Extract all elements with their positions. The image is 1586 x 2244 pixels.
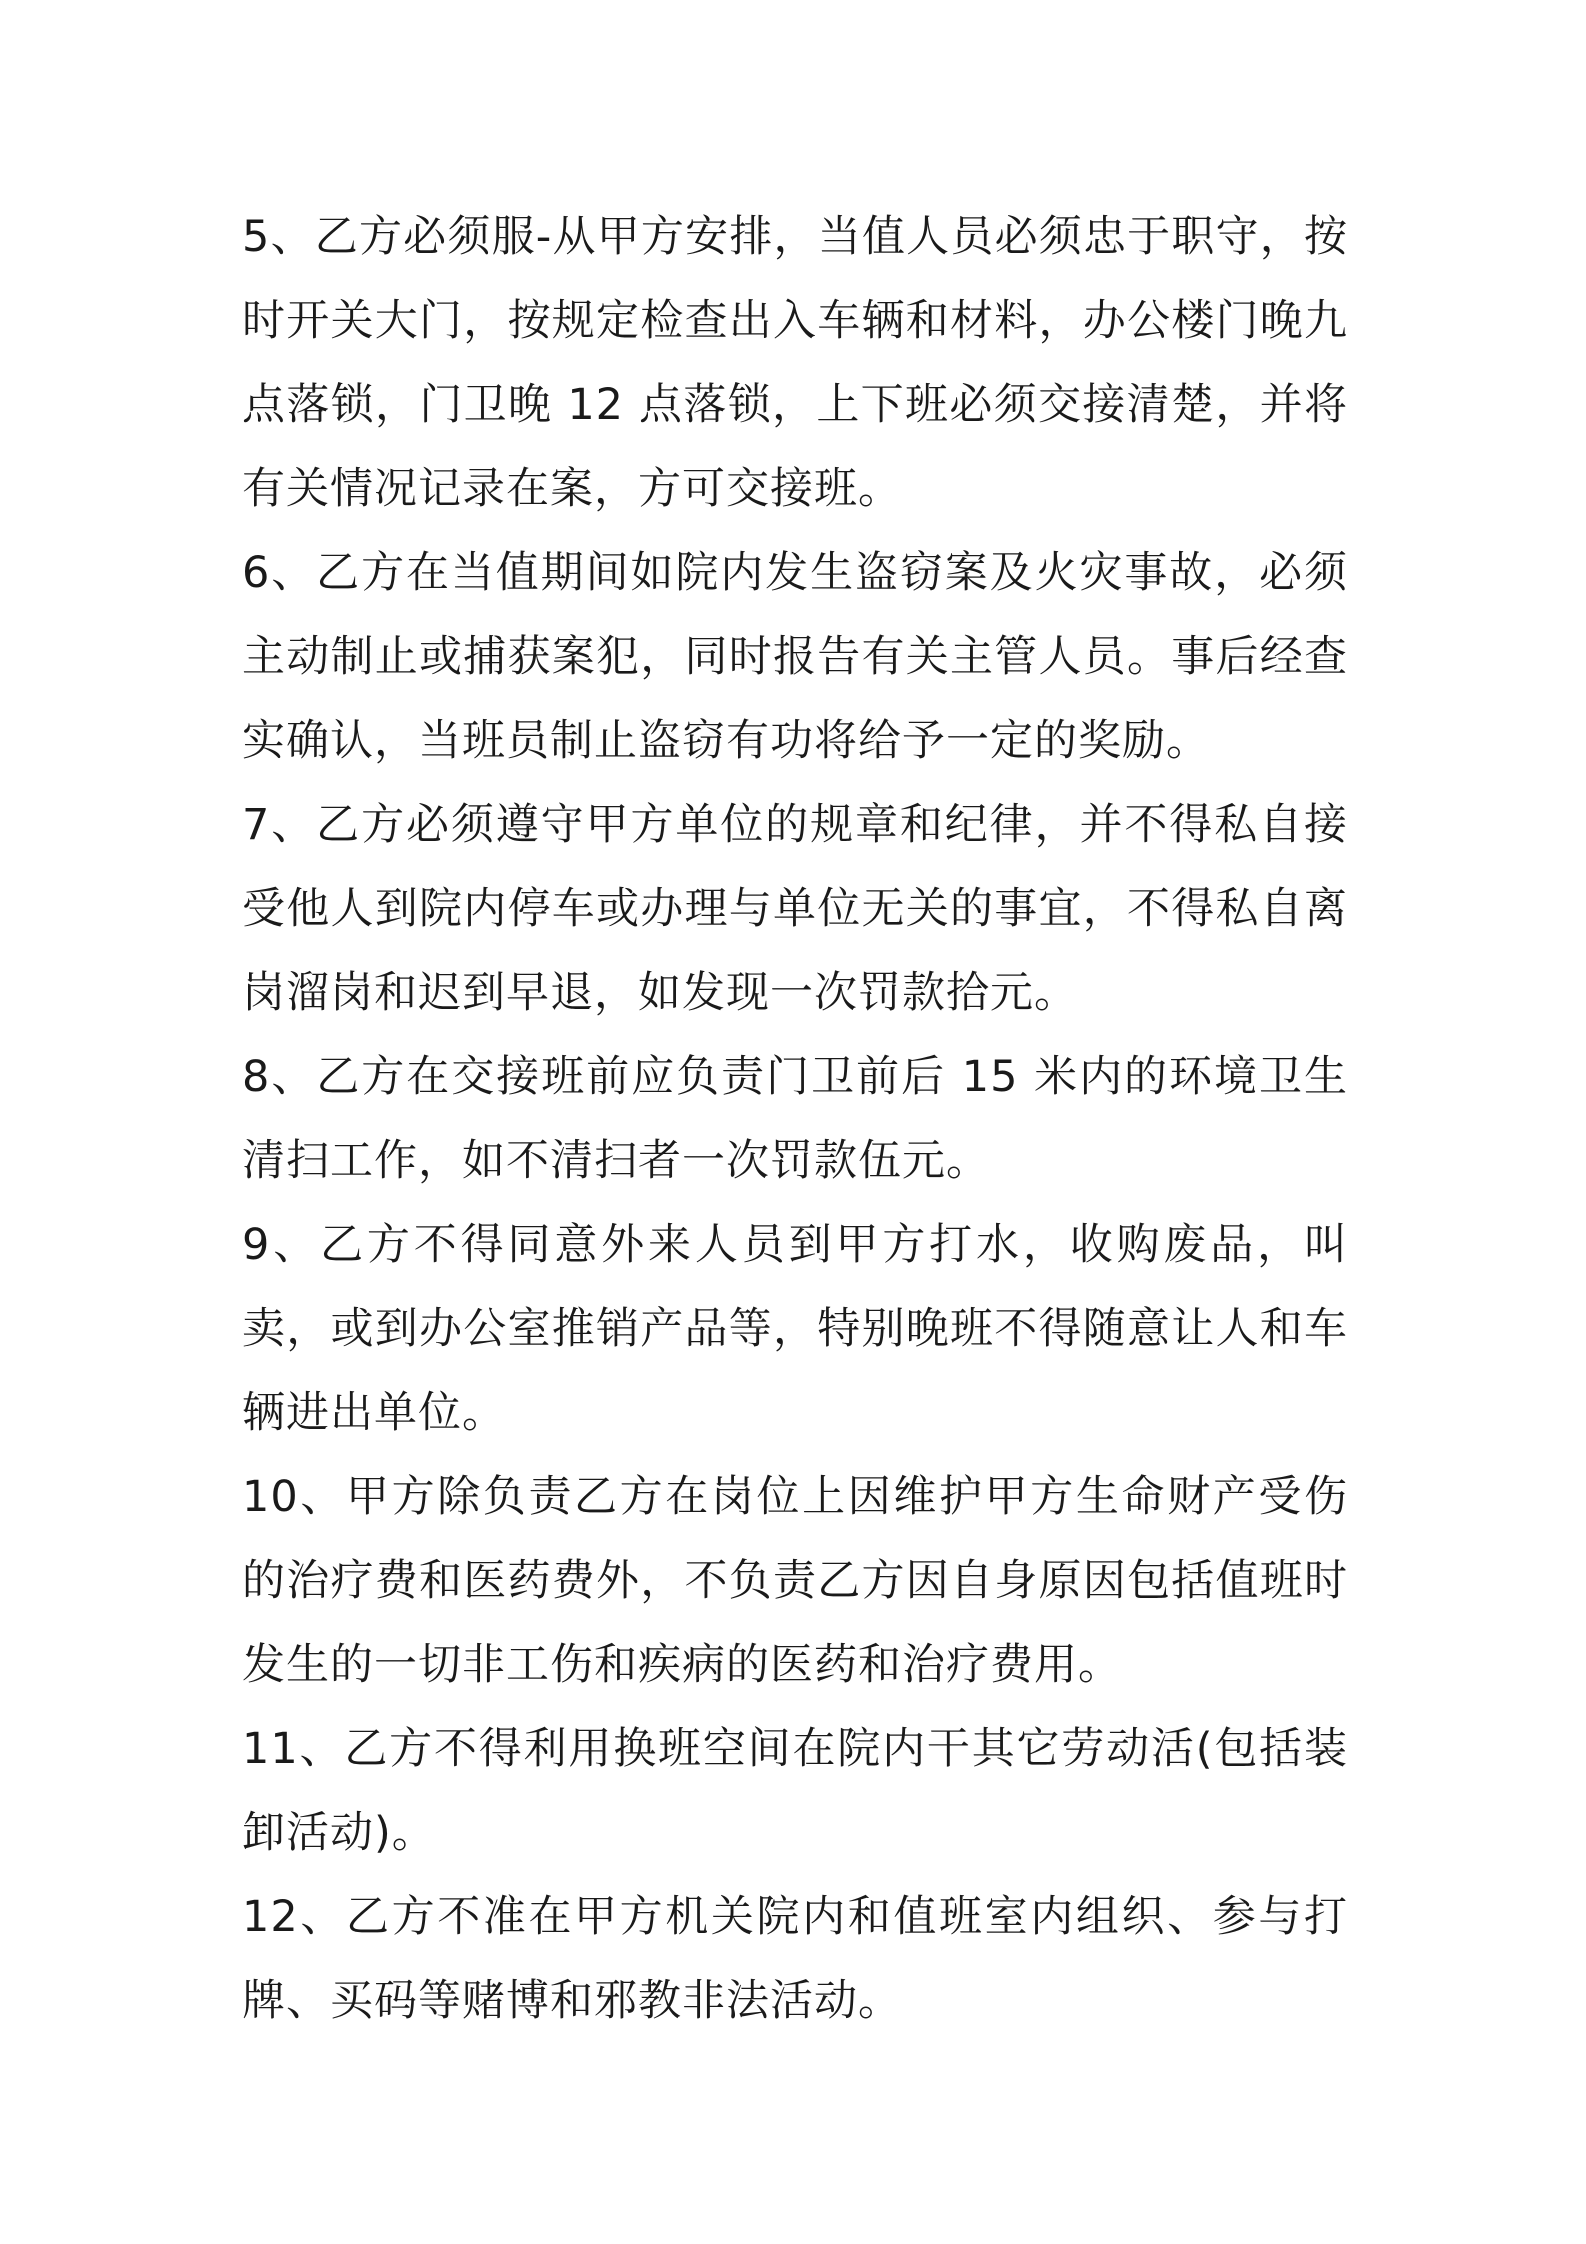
clause-7: 7、乙方必须遵守甲方单位的规章和纪律，并不得私自接受他人到院内停车或办理与单位无关的事宜，不得私自离岗溜岗和迟到早退，如发现一次罚款拾元。 xyxy=(242,800,1348,1018)
clause-10: 10、甲方除负责乙方在岗位上因维护甲方生命财产受伤的治疗费和医药费外，不负责乙方因自身原因包括值班时发生的一切非工伤和疾病的医药和治疗费用。 xyxy=(242,1472,1348,1690)
clause-6: 6、乙方在当值期间如院内发生盗窃案及火灾事故，必须主动制止或捕获案犯，同时报告有关主管人员。事后经查实确认，当班员制止盗窃有功将给予一定的奖励。 xyxy=(242,548,1348,766)
clause-5: 5、乙方必须服-从甲方安排，当值人员必须忠于职守，按时开关大门，按规定检查出入车辆和材料，办公楼门晚九点落锁，门卫晚 12 点落锁，上下班必须交接清楚，并将有关情况记录在案，方可交接班。 xyxy=(242,212,1348,514)
clause-11: 11、乙方不得利用换班空间在院内干其它劳动活(包括装卸活动)。 xyxy=(242,1724,1348,1858)
clause-9: 9、乙方不得同意外来人员到甲方打水，收购废品，叫卖，或到办公室推销产品等，特别晚班不得随意让人和车辆进出单位。 xyxy=(242,1220,1348,1438)
clause-12: 12、乙方不准在甲方机关院内和值班室内组织、参与打牌、买码等赌博和邪教非法活动。 xyxy=(242,1892,1348,2026)
document-body xyxy=(242,195,1348,2043)
clause-8: 8、乙方在交接班前应负责门卫前后 15 米内的环境卫生清扫工作，如不清扫者一次罚款伍元。 xyxy=(242,1052,1348,1186)
